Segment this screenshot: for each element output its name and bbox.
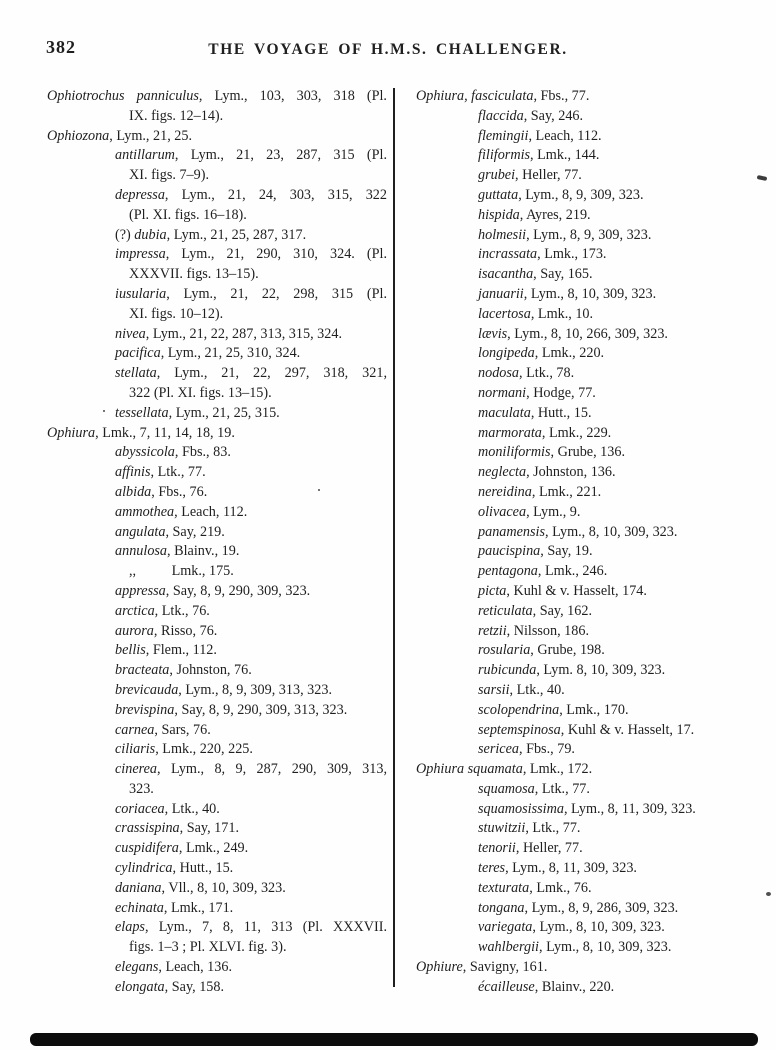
entry-taxon-name: coriacea	[115, 800, 165, 817]
entry-authority-pages: , Say, 219.	[165, 523, 225, 540]
entry-authority-pages: , Lmk., 220.	[534, 345, 605, 362]
index-entry-line	[416, 523, 761, 543]
entry-taxon-name: carnea	[115, 721, 155, 738]
entry-authority-pages: , Lym., 8, 10, 309, 323.	[538, 939, 672, 956]
entry-taxon-name: lacertosa	[478, 305, 531, 322]
index-entry-line	[47, 760, 387, 780]
index-entry-line	[416, 127, 761, 147]
entry-authority-pages: , Fbs., 83.	[174, 444, 231, 461]
entry-authority-pages: , Lmk., 229.	[541, 424, 612, 441]
page-number: 382	[46, 37, 76, 57]
entry-taxon-name: squamosa	[478, 780, 535, 797]
entry-taxon-name: incrassata	[478, 246, 538, 263]
entry-authority-pages: , Lmk., 144.	[530, 147, 600, 164]
index-entry-line	[47, 701, 387, 721]
entry-taxon-name: lævis	[478, 325, 508, 342]
entry-authority-pages: , Nilsson, 186.	[506, 622, 590, 639]
entry-authority-pages: , Say, 162.	[532, 602, 593, 619]
entry-taxon-name: pentagona	[478, 563, 538, 580]
entry-taxon-name: depressa	[115, 186, 165, 203]
index-entry-line	[416, 87, 761, 107]
index-entry-line	[416, 503, 761, 523]
entry-authority-pages: , Lmk., 220, 225.	[155, 741, 253, 758]
entry-authority-pages: , Lmk., 7, 11, 14, 18, 19.	[95, 424, 235, 441]
entry-taxon-name: longipeda	[478, 345, 535, 362]
index-entry-line	[47, 681, 387, 701]
index-entry-line	[47, 562, 387, 582]
index-entry-line	[416, 265, 761, 285]
entry-authority-pages: , Vll., 8, 10, 309, 323.	[161, 879, 286, 896]
entry-authority-pages: , Kuhl & v. Hasselt, 17.	[560, 721, 695, 738]
index-entry-line	[47, 879, 387, 899]
index-entry-line	[416, 978, 761, 998]
index-entry-line	[47, 245, 387, 265]
index-entry-line	[416, 641, 761, 661]
entry-authority-pages: , Lym., 8, 9, 309, 323.	[518, 186, 644, 203]
index-entry-line	[416, 582, 761, 602]
index-entry-line	[416, 661, 761, 681]
entry-authority-pages: , Lym., 8, 9, 287, 290, 309, 313,	[157, 761, 387, 778]
entry-taxon-name: Ophiotrochus panniculus	[47, 88, 199, 104]
entry-authority-pages: , Lym., 7, 8, 11, 313 (Pl. XXXVII.	[144, 919, 387, 936]
index-entry-line	[416, 107, 761, 127]
index-entry-line	[416, 542, 761, 562]
index-entry-line	[416, 721, 761, 741]
index-entry-line	[47, 424, 387, 444]
entry-taxon-name: bellis	[115, 642, 146, 659]
entry-authority-pages: , Sars, 76.	[154, 721, 211, 738]
entry-taxon-name: tenorii	[478, 840, 516, 857]
index-entry-line	[47, 958, 387, 978]
entry-authority-pages: , Flem., 112.	[145, 642, 217, 659]
index-entry-line	[416, 166, 761, 186]
index-entry-line	[416, 226, 761, 246]
entry-authority-pages: , Grube, 136.	[550, 444, 626, 461]
entry-authority-pages: , Say, 8, 9, 290, 309, 323.	[165, 582, 311, 599]
index-entry-line	[416, 424, 761, 444]
entry-authority-pages: , Lmk., 172.	[522, 761, 593, 778]
entry-taxon-name: Ophiure	[416, 959, 463, 976]
scan-speck	[766, 892, 771, 896]
entry-taxon-name: picta	[478, 582, 507, 599]
entry-taxon-name: elongata	[115, 978, 165, 995]
index-entry-line	[47, 938, 387, 958]
entry-taxon-name: brevicauda	[115, 681, 179, 698]
entry-taxon-name: bracteata	[115, 662, 170, 679]
entry-authority-pages: , Lym., 8, 11, 309, 323.	[563, 800, 696, 817]
entry-taxon-name: affinis	[115, 464, 151, 481]
entry-authority-pages: , Say, 8, 9, 290, 309, 313, 323.	[174, 701, 348, 718]
index-entry-line	[416, 602, 761, 622]
entry-authority-pages: , Lym., 8, 11, 309, 323.	[505, 860, 637, 877]
entry-authority-pages: , Lym., 21, 25, 287, 317.	[166, 226, 307, 243]
entry-taxon-name: neglecta	[478, 464, 527, 481]
index-entry-line	[416, 285, 761, 305]
entry-authority-pages: 323.	[129, 780, 154, 797]
entry-authority-pages: , Ltk., 78.	[519, 365, 575, 382]
entry-taxon-name: Ophiozona	[47, 127, 110, 144]
index-entry-line	[47, 661, 387, 681]
entry-taxon-name: moniliformis	[478, 444, 551, 461]
index-entry-line	[47, 127, 387, 147]
entry-taxon-name: sarsii	[478, 681, 510, 698]
index-entry-line	[47, 582, 387, 602]
index-entry-line	[47, 305, 387, 325]
index-entry-line	[47, 899, 387, 919]
index-entry-line	[47, 186, 387, 206]
scan-speck	[103, 410, 105, 412]
entry-authority-pages: , Lym., 8, 10, 309, 323.	[545, 523, 678, 540]
index-entry-line	[416, 899, 761, 919]
entry-authority-pages: , Leach, 112.	[528, 127, 602, 144]
entry-taxon-name: squamosissima	[478, 800, 564, 817]
index-entry-line	[416, 740, 761, 760]
index-entry-line	[416, 364, 761, 384]
index-entry-line	[47, 819, 387, 839]
entry-authority-pages: (Pl. XI. figs. 16–18).	[129, 206, 247, 223]
index-column-left	[47, 87, 387, 998]
entry-taxon-name: aurora	[115, 622, 154, 639]
entry-authority-pages: , Lmk., 221.	[531, 483, 602, 500]
entry-taxon-name: tessellata	[115, 404, 169, 421]
entry-authority-pages: , Lym., 103, 303, 318 (Pl.	[198, 88, 387, 104]
entry-taxon-name: maculata	[478, 404, 531, 421]
entry-authority-pages: , Leach, 136.	[158, 959, 233, 976]
entry-authority-pages: , Ltk., 40.	[509, 681, 565, 698]
entry-taxon-name: brevispina	[115, 701, 175, 718]
entry-authority-pages: , Ltk., 40.	[164, 800, 220, 817]
entry-authority-pages: XXXVII. figs. 13–15).	[129, 266, 259, 283]
entry-authority-pages: , Fbs., 77.	[533, 88, 590, 104]
entry-taxon-name: écailleuse	[478, 978, 535, 995]
entry-authority-pages: figs. 1–3 ; Pl. XLVI. fig. 3).	[129, 939, 287, 956]
entry-taxon-name: grubei	[478, 167, 516, 184]
entry-taxon-name: appressa	[115, 582, 166, 599]
entry-authority-pages: , Lym., 21, 25.	[109, 127, 193, 144]
index-entry-line	[416, 404, 761, 424]
entry-authority-pages: , Lmk., 170.	[559, 701, 629, 718]
entry-taxon-name: annulosa	[115, 543, 168, 560]
entry-taxon-name: pacifica	[115, 345, 161, 362]
index-entry-line	[416, 879, 761, 899]
entry-authority-pages: , Ltk., 77.	[525, 820, 581, 837]
entry-taxon-name: angulata	[115, 523, 166, 540]
entry-authority-pages: , Grube, 198.	[530, 642, 605, 659]
index-entry-line	[47, 344, 387, 364]
entry-authority-pages: , Lym., 21, 22, 297, 318, 321,	[156, 365, 387, 382]
entry-authority-pages: , Say, 19.	[540, 543, 593, 560]
entry-authority-pages: , Fbs., 79.	[518, 741, 575, 758]
scan-speck	[318, 489, 320, 491]
entry-authority-pages: , Lym., 8, 9, 309, 323.	[526, 226, 652, 243]
index-entry-line	[47, 503, 387, 523]
entry-taxon-name: rosularia	[478, 642, 531, 659]
index-entry-line	[47, 146, 387, 166]
index-entry-line	[47, 859, 387, 879]
index-entry-line	[416, 918, 761, 938]
entry-authority-pages: , Say, 246.	[523, 107, 584, 124]
entry-authority-pages: , Leach, 112.	[174, 503, 248, 520]
index-entry-line	[47, 622, 387, 642]
index-entry-line	[416, 384, 761, 404]
entry-taxon-name: sericea	[478, 741, 519, 758]
entry-taxon-name: iusularia	[115, 285, 167, 302]
entry-authority-pages: , Lym., 8, 9, 286, 309, 323.	[524, 899, 679, 916]
entry-authority-pages: , Lmk., 246.	[537, 563, 608, 580]
index-entry-line	[416, 701, 761, 721]
entry-authority-pages: , Lym., 9.	[526, 503, 581, 520]
index-entry-line	[47, 602, 387, 622]
entry-taxon-name: dubia	[134, 226, 167, 243]
entry-taxon-name: wahlbergii	[478, 939, 539, 956]
entry-authority-pages: , Hutt., 15.	[530, 404, 592, 421]
entry-taxon-name: stellata	[115, 365, 157, 382]
entry-taxon-name: isacantha	[478, 266, 534, 283]
entry-taxon-name: teres	[478, 860, 506, 877]
entry-taxon-name: flemingii	[478, 127, 529, 144]
entry-authority-pages: , Lym., 21, 24, 303, 315, 322	[164, 186, 387, 203]
index-entry-line	[47, 443, 387, 463]
entry-authority-pages: , Lmk., 76.	[529, 879, 592, 896]
entry-authority-pages: , Lym. 8, 10, 309, 323.	[536, 662, 666, 679]
index-entry-line	[47, 483, 387, 503]
index-entry-line	[416, 483, 761, 503]
entry-authority-pages: , Kuhl & v. Hasselt, 174.	[506, 582, 647, 599]
entry-authority-pages: , Blainv., 19.	[167, 543, 240, 560]
entry-taxon-name: stuwitzii	[478, 820, 526, 837]
entry-taxon-name: albida	[115, 483, 152, 500]
entry-taxon-name: hispida	[478, 206, 520, 223]
index-entry-line	[416, 859, 761, 879]
index-entry-line	[47, 226, 387, 246]
entry-taxon-name: olivacea	[478, 503, 527, 520]
entry-authority-pages: , Lym., 21, 22, 287, 313, 315, 324.	[145, 325, 342, 342]
index-entry-line	[416, 800, 761, 820]
index-entry-line	[416, 819, 761, 839]
index-entry-line	[416, 681, 761, 701]
entry-authority-pages: , Lym., 8, 10, 309, 323.	[523, 285, 657, 302]
entry-authority-pages: , Lym., 21, 25, 315.	[168, 404, 280, 421]
index-entry-line	[416, 938, 761, 958]
entry-authority-pages: , Say, 165.	[533, 266, 593, 283]
entry-authority-pages: , Lmk., 10.	[530, 305, 594, 322]
entry-taxon-name: nivea	[115, 325, 146, 342]
page-title: THE VOYAGE OF H.M.S. CHALLENGER.	[208, 41, 568, 58]
entry-taxon-name: septemspinosa	[478, 721, 561, 738]
entry-taxon-name: cinerea	[115, 761, 158, 778]
index-entry-line	[47, 641, 387, 661]
index-entry-line	[47, 918, 387, 938]
entry-taxon-name: ammothea	[115, 503, 175, 520]
entry-prefix: (?)	[115, 226, 135, 243]
index-column-right	[416, 87, 761, 998]
entry-authority-pages: , Say, 158.	[164, 978, 225, 995]
index-entry-line	[416, 958, 761, 978]
scan-artifact-bar	[30, 1033, 758, 1046]
index-entry-line	[47, 523, 387, 543]
index-entry-line	[416, 305, 761, 325]
entry-taxon-name: crassispina	[115, 820, 180, 837]
index-entry-line	[47, 364, 387, 384]
entry-taxon-name: marmorata	[478, 424, 542, 441]
entry-taxon-name: tongana	[478, 899, 525, 916]
entry-taxon-name: texturata	[478, 879, 530, 896]
index-entry-line	[416, 443, 761, 463]
entry-taxon-name: guttata	[478, 186, 519, 203]
index-entry-line	[47, 285, 387, 305]
entry-taxon-name: elaps	[115, 919, 145, 936]
entry-authority-pages: , Ltk., 77.	[534, 780, 590, 797]
entry-authority-pages: , Johnston, 76.	[169, 662, 252, 679]
entry-taxon-name: abyssicola	[115, 444, 175, 461]
entry-authority-pages: , Lym., 8, 10, 309, 323.	[532, 919, 665, 936]
entry-taxon-name: retzii	[478, 622, 507, 639]
entry-authority-pages: , Fbs., 76.	[151, 483, 208, 500]
entry-taxon-name: holmesii	[478, 226, 527, 243]
entry-authority-pages: , Heller, 77.	[515, 167, 582, 184]
entry-authority-pages: IX. figs. 12–14).	[129, 107, 224, 124]
entry-authority-pages: , Ltk., 77.	[150, 464, 206, 481]
entry-taxon-name: filiformis	[478, 147, 531, 164]
entry-authority-pages: , Lym., 21, 290, 310, 324. (Pl.	[165, 246, 387, 263]
entry-taxon-name: variegata	[478, 919, 533, 936]
entry-taxon-name: ciliaris	[115, 741, 156, 758]
index-entry-line	[47, 107, 387, 127]
index-entry-line	[416, 780, 761, 800]
index-entry-line	[416, 245, 761, 265]
entry-authority-pages: , Lmk., 173.	[537, 246, 607, 263]
index-entry-line	[416, 760, 761, 780]
entry-taxon-name: rubicunda	[478, 662, 537, 679]
entry-taxon-name: impressa	[115, 246, 166, 263]
index-entry-line	[416, 186, 761, 206]
index-entry-line	[416, 562, 761, 582]
entry-taxon-name: paucispina	[478, 543, 541, 560]
entry-authority-pages: , Lym., 8, 9, 309, 313, 323.	[178, 681, 332, 698]
index-entry-line	[47, 978, 387, 998]
entry-authority-pages: , Lym., 8, 10, 266, 309, 323.	[507, 325, 668, 342]
index-entry-line	[47, 265, 387, 285]
entry-authority-pages: XI. figs. 10–12).	[129, 305, 224, 322]
entry-taxon-name: cylindrica	[115, 860, 173, 877]
entry-taxon-name: antillarum	[115, 147, 175, 164]
index-entry-line	[47, 404, 387, 424]
index-entry-line	[47, 87, 387, 107]
index-entry-line	[416, 839, 761, 859]
entry-authority-pages: , Savigny, 161.	[462, 959, 548, 976]
entry-taxon-name: normani	[478, 384, 527, 401]
entry-taxon-name: flaccida	[478, 107, 524, 124]
entry-taxon-name: scolopendrina	[478, 701, 560, 718]
index-entry-line	[47, 463, 387, 483]
index-entry-line	[47, 166, 387, 186]
index-entry-line	[47, 542, 387, 562]
entry-authority-pages: , Lmk., 171.	[163, 899, 234, 916]
entry-taxon-name: cuspidifera	[115, 840, 179, 857]
entry-taxon-name: echinata	[115, 899, 164, 916]
index-entry-line	[47, 780, 387, 800]
index-entry-line	[416, 146, 761, 166]
entry-authority-pages: , Blainv., 220.	[534, 978, 615, 995]
index-entry-line	[416, 325, 761, 345]
entry-authority-pages: , Lym., 21, 23, 287, 315 (Pl.	[174, 147, 387, 164]
index-entry-line	[47, 325, 387, 345]
entry-taxon-name: daniana	[115, 879, 162, 896]
entry-taxon-name: elegans	[115, 959, 159, 976]
entry-taxon-name: panamensis	[478, 523, 545, 540]
entry-authority-pages: , Risso, 76.	[153, 622, 218, 639]
entry-taxon-name: januarii	[478, 285, 524, 302]
index-entry-line	[416, 463, 761, 483]
index-entry-line	[416, 206, 761, 226]
entry-authority-pages: , Hodge, 77.	[526, 384, 596, 401]
index-entry-line	[47, 206, 387, 226]
index-entry-line	[47, 839, 387, 859]
column-divider-rule	[393, 88, 395, 987]
entry-authority-pages: , Ltk., 76.	[154, 602, 210, 619]
index-entry-line	[47, 740, 387, 760]
entry-taxon-name: nereidina	[478, 483, 532, 500]
index-entry-line	[47, 800, 387, 820]
entry-authority-pages: , Heller, 77.	[515, 840, 583, 857]
entry-taxon-name: arctica	[115, 602, 155, 619]
entry-authority-pages: , Johnston, 136.	[526, 464, 616, 481]
entry-authority-pages: , Lmk., 249.	[178, 840, 249, 857]
entry-taxon-name: Ophiura squamata	[416, 761, 523, 778]
index-entry-line	[47, 721, 387, 741]
entry-authority-pages: XI. figs. 7–9).	[129, 167, 209, 184]
entry-taxon-name: Ophiura, fasciculata	[416, 88, 534, 104]
entry-authority-pages: , Lym., 21, 22, 298, 315 (Pl.	[166, 285, 387, 302]
entry-taxon-name: Ophiura	[47, 424, 96, 441]
entry-authority-pages: 322 (Pl. XI. figs. 13–15).	[129, 384, 272, 401]
entry-authority-pages: , Lym., 21, 25, 310, 324.	[160, 345, 301, 362]
entry-authority-pages: , Ayres, 219.	[519, 206, 591, 223]
entry-taxon-name: reticulata	[478, 602, 533, 619]
entry-authority-pages: , Hutt., 15.	[172, 860, 234, 877]
entry-authority-pages: , Say, 171.	[179, 820, 240, 837]
entry-taxon-name: nodosa	[478, 365, 519, 382]
index-entry-line	[47, 384, 387, 404]
entry-authority-pages: ,, Lmk., 175.	[129, 563, 234, 580]
index-entry-line	[416, 622, 761, 642]
index-entry-line	[416, 344, 761, 364]
